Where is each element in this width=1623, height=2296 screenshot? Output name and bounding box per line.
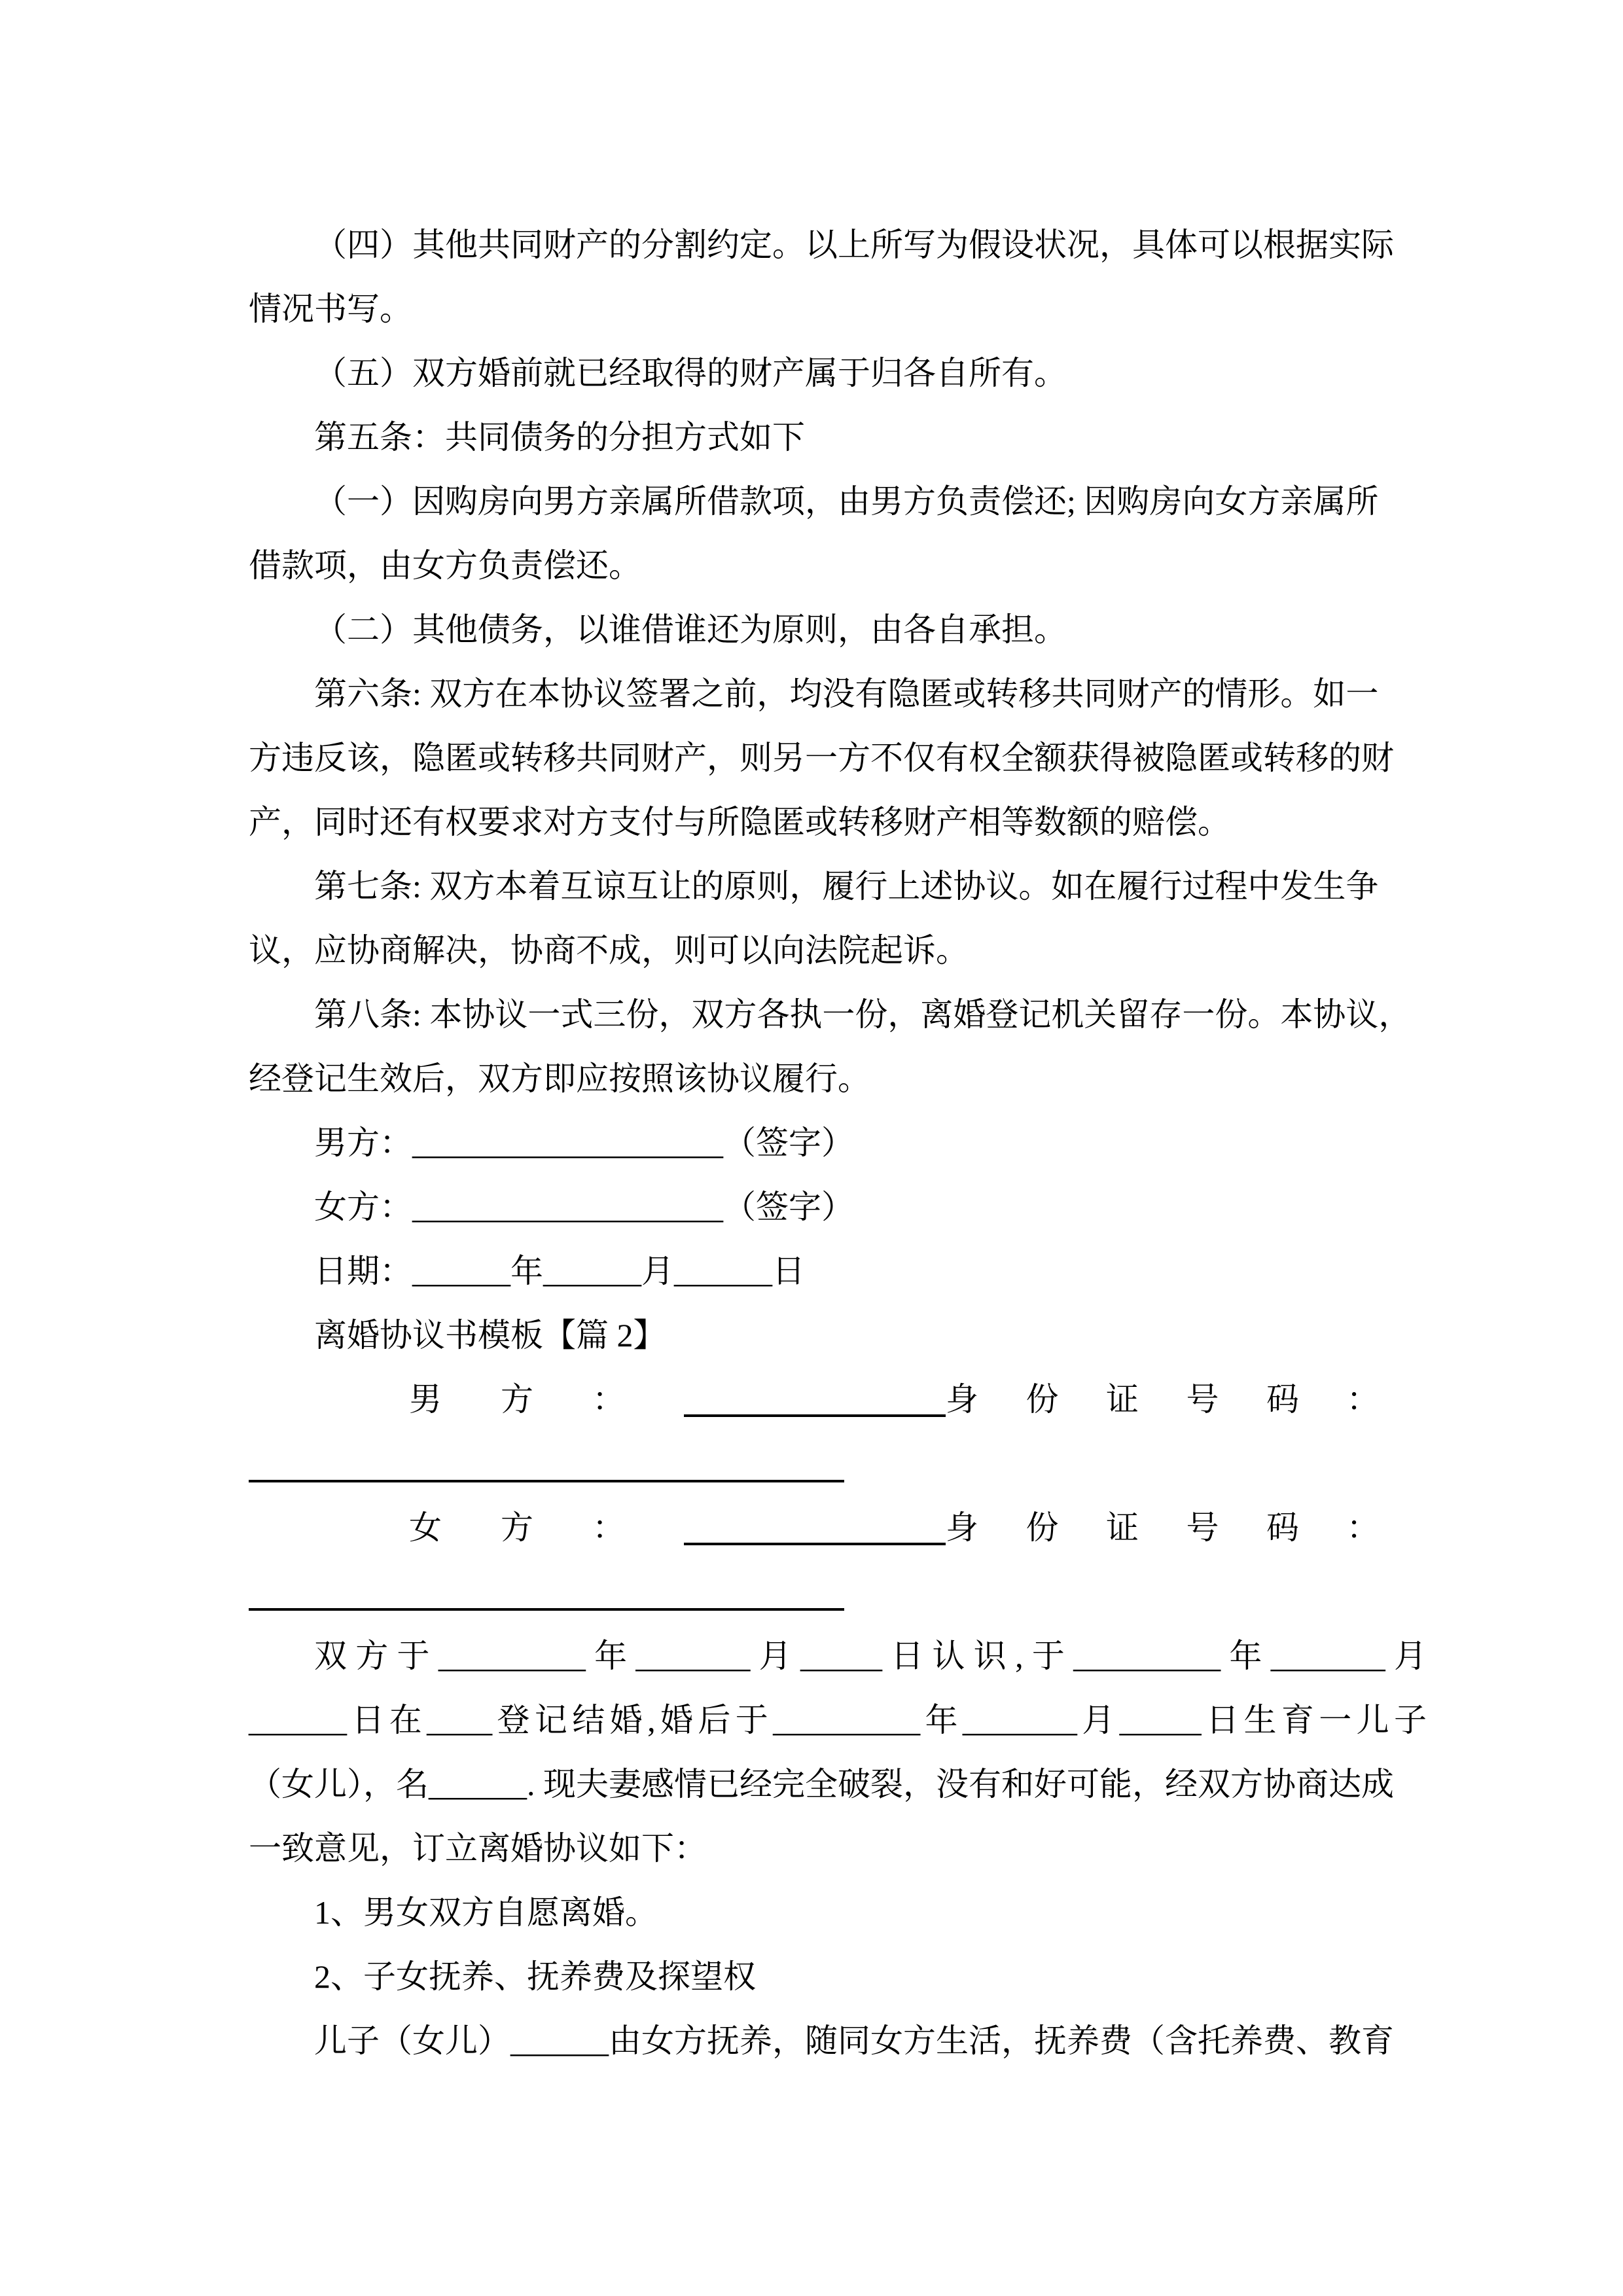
debt-item-1-line-1: （一）因购房向男方亲属所借款项，由男方负责偿还; 因购房向女方亲属所 [314, 483, 1379, 520]
clause-4-line-1: （四）其他共同财产的分割约定。以上所写为假设状况，具体可以根据实际 [314, 226, 1394, 263]
relationship-breakdown-line: （女儿），名______. 现夫妻感情已经完全破裂，没有和好可能，经双方协商达成 [249, 1766, 1394, 1803]
acquaintance-date-line: 双方于_________年_______月_____日认识,于_________年_______月 [314, 1638, 1427, 1674]
article-5-heading: 第五条：共同债务的分担方式如下 [314, 419, 805, 456]
male-signature-line: 男方：___________________（签字） [314, 1124, 854, 1161]
debt-item-2-line: （二）其他债务，以谁借谁还为原则，由各自承担。 [314, 611, 1067, 648]
article-7-line-1: 第七条: 双方本着互谅互让的原则，履行上述协议。如在履行过程中发生争 [314, 868, 1379, 905]
female-id-number-label: 身份证号码： [946, 1509, 1427, 1546]
debt-item-1-line-2: 借款项，由女方负责偿还。 [249, 547, 641, 584]
female-signature-line: 女方：___________________（签字） [314, 1189, 854, 1225]
article-8-line-2: 经登记生效后，双方即应按照该协议履行。 [249, 1060, 870, 1097]
female-party-label: 女方： [409, 1509, 684, 1546]
item-1-voluntary-divorce-line: 1、男女双方自愿离婚。 [314, 1894, 658, 1931]
item-2-custody-heading-line: 2、子女抚养、抚养费及探望权 [314, 1958, 756, 1995]
clause-4-line-2: 情况书写。 [249, 291, 412, 327]
male-id-blank-row [249, 1431, 1427, 1496]
child-custody-line: 儿子（女儿）______由女方抚养，随同女方生活，抚养费（含托养费、教育 [314, 2022, 1394, 2059]
male-id-line [249, 1367, 1427, 1431]
article-7-line-2: 议，应协商解决，协商不成，则可以向法院起诉。 [249, 932, 969, 969]
document-body [249, 213, 1427, 2073]
agreement-intro-line: 一致意见，订立离婚协议如下： [249, 1830, 707, 1867]
female-id-blank-row [249, 1560, 1427, 1624]
male-id-number-label: 身份证号码： [946, 1381, 1427, 1418]
date-line: 日期：______年______月______日 [314, 1253, 805, 1289]
female-name-blank [684, 1543, 946, 1545]
marriage-date-line: ______日在____登记结婚,婚后于_________年_______月_____日生育一儿子 [249, 1702, 1427, 1738]
male-id-number-blank [249, 1480, 844, 1482]
female-id-number-blank [249, 1608, 844, 1611]
male-party-label: 男方： [409, 1381, 684, 1418]
clause-5-line: （五）双方婚前就已经取得的财产属于归各自所有。 [314, 355, 1067, 391]
article-8-line-1: 第八条: 本协议一式三份，双方各执一份，离婚登记机关留存一份。本协议， [314, 996, 1412, 1033]
article-6-line-3: 产，同时还有权要求对方支付与所隐匿或转移财产相等数额的赔偿。 [249, 804, 1230, 840]
article-6-line-2: 方违反该，隐匿或转移共同财产，则另一方不仅有权全额获得被隐匿或转移的财 [249, 740, 1394, 776]
male-name-blank [684, 1414, 946, 1417]
template-2-heading: 离婚协议书模板【篇 2】 [314, 1317, 666, 1354]
female-id-line [249, 1496, 1427, 1560]
article-6-line-1: 第六条: 双方在本协议签署之前，均没有隐匿或转移共同财产的情形。如一 [314, 675, 1379, 712]
